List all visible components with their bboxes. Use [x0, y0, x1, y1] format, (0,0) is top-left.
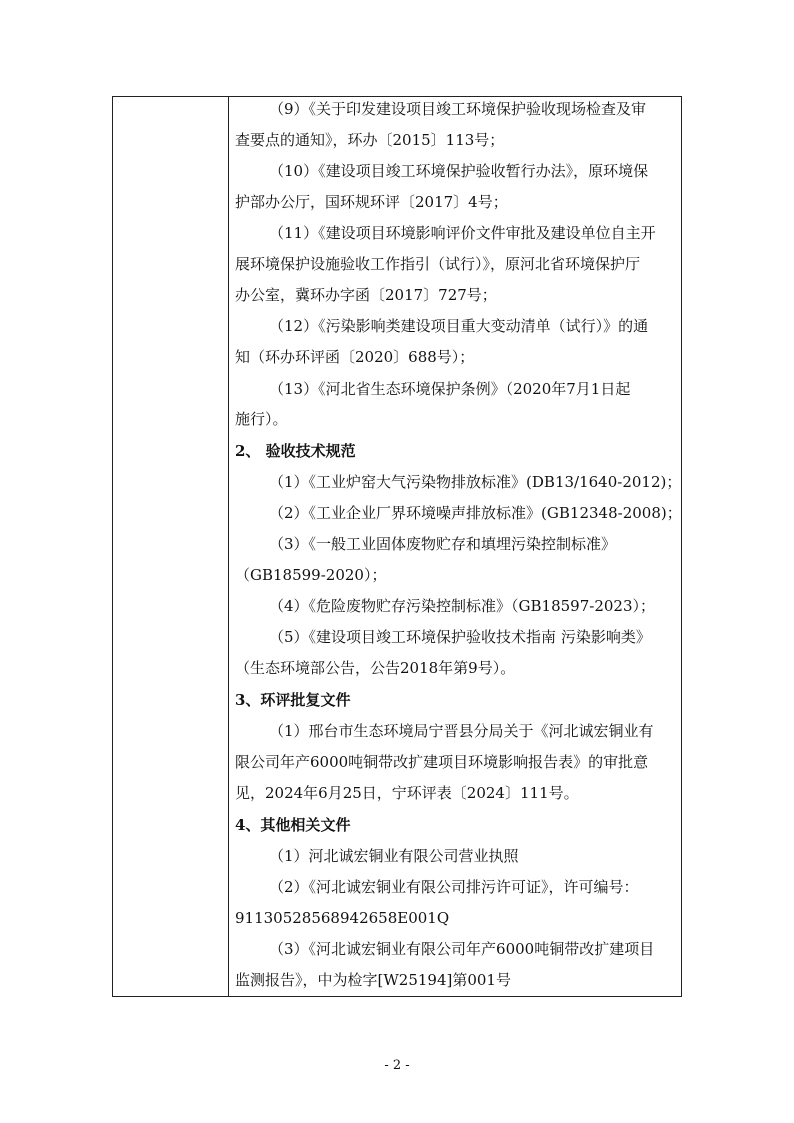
content-cell: [229, 97, 681, 996]
section-4-heading: 4、其他相关文件: [235, 816, 351, 834]
basis-item-13-line-1: （13）《河北省生态环境保护条例》（2020年7月1日起: [269, 380, 631, 398]
basis-item-12-line-1: （12）《污染影响类建设项目重大变动清单（试行）》的通: [269, 317, 649, 335]
basis-item-12-line-2: 知（环办环评函〔2020〕688号）；: [235, 348, 475, 366]
section-2-heading: 2、 验收技术规范: [235, 442, 356, 460]
section-3-line-1: （1）邢台市生态环境局宁晋县分局关于《河北诚宏铜业有: [269, 722, 654, 740]
basis-item-11-line-2: 展环境保护设施验收工作指引（试行）》，原河北省环境保护厅: [235, 255, 641, 273]
section-4-line-2: （2）《河北诚宏铜业有限公司排污许可证》，许可编号：: [269, 878, 639, 896]
section-2-line-6: （5）《建设项目竣工环境保护验收技术指南 污染影响类》: [269, 628, 651, 646]
section-3-line-3: 见，2024年6月25日，宁环评表〔2024〕111号。: [235, 784, 579, 802]
basis-item-9-line-1: （9）《关于印发建设项目竣工环境保护验收现场检查及审: [269, 100, 647, 118]
basis-item-10-line-1: （10）《建设项目竣工环境保护验收暂行办法》，原环境保: [269, 162, 649, 180]
basis-item-13-line-2: 施行）。: [235, 410, 288, 428]
basis-item-11-line-3: 办公室，冀环办字函〔2017〕727号；: [235, 286, 497, 304]
page-number: - 2 -: [384, 1058, 410, 1073]
section-3-heading: 3、环评批复文件: [235, 691, 351, 709]
section-2-line-7: （生态环境部公告，公告2018年第9号）。: [235, 659, 516, 677]
section-2-line-4: （GB18599-2020）；: [235, 566, 387, 584]
basis-item-9-line-2: 查要点的通知》，环办〔2015〕113号；: [235, 131, 505, 149]
section-4-line-3: 91130528568942658E001Q: [235, 909, 450, 927]
section-2-line-3: （3）《一般工业固体废物贮存和填埋污染控制标准》: [269, 535, 617, 553]
section-2-line-5: （4）《危险废物贮存污染控制标准》（GB18597-2023）；: [269, 597, 656, 615]
section-2-line-1: （1）《工业炉窑大气污染物排放标准》(DB13/1640-2012)；: [269, 473, 682, 491]
section-4-line-1: （1）河北诚宏铜业有限公司营业执照: [269, 847, 519, 865]
section-4-line-4: （3）《河北诚宏铜业有限公司年产6000吨铜带改扩建项目: [269, 940, 655, 958]
section-2-line-2: （2）《工业企业厂界环境噪声排放标准》(GB12348-2008)；: [269, 504, 682, 522]
document-table: [112, 96, 682, 997]
basis-item-10-line-2: 护部办公厅，国环规环评〔2017〕4号；: [235, 193, 508, 211]
section-4-line-5: 监测报告》，中为检字[W25194]第001号: [235, 971, 511, 989]
basis-item-11-line-1: （11）《建设项目环境影响评价文件审批及建设单位自主开: [269, 224, 656, 242]
section-3-line-2: 限公司年产6000吨铜带改扩建项目环境影响报告表》的审批意: [235, 753, 649, 771]
